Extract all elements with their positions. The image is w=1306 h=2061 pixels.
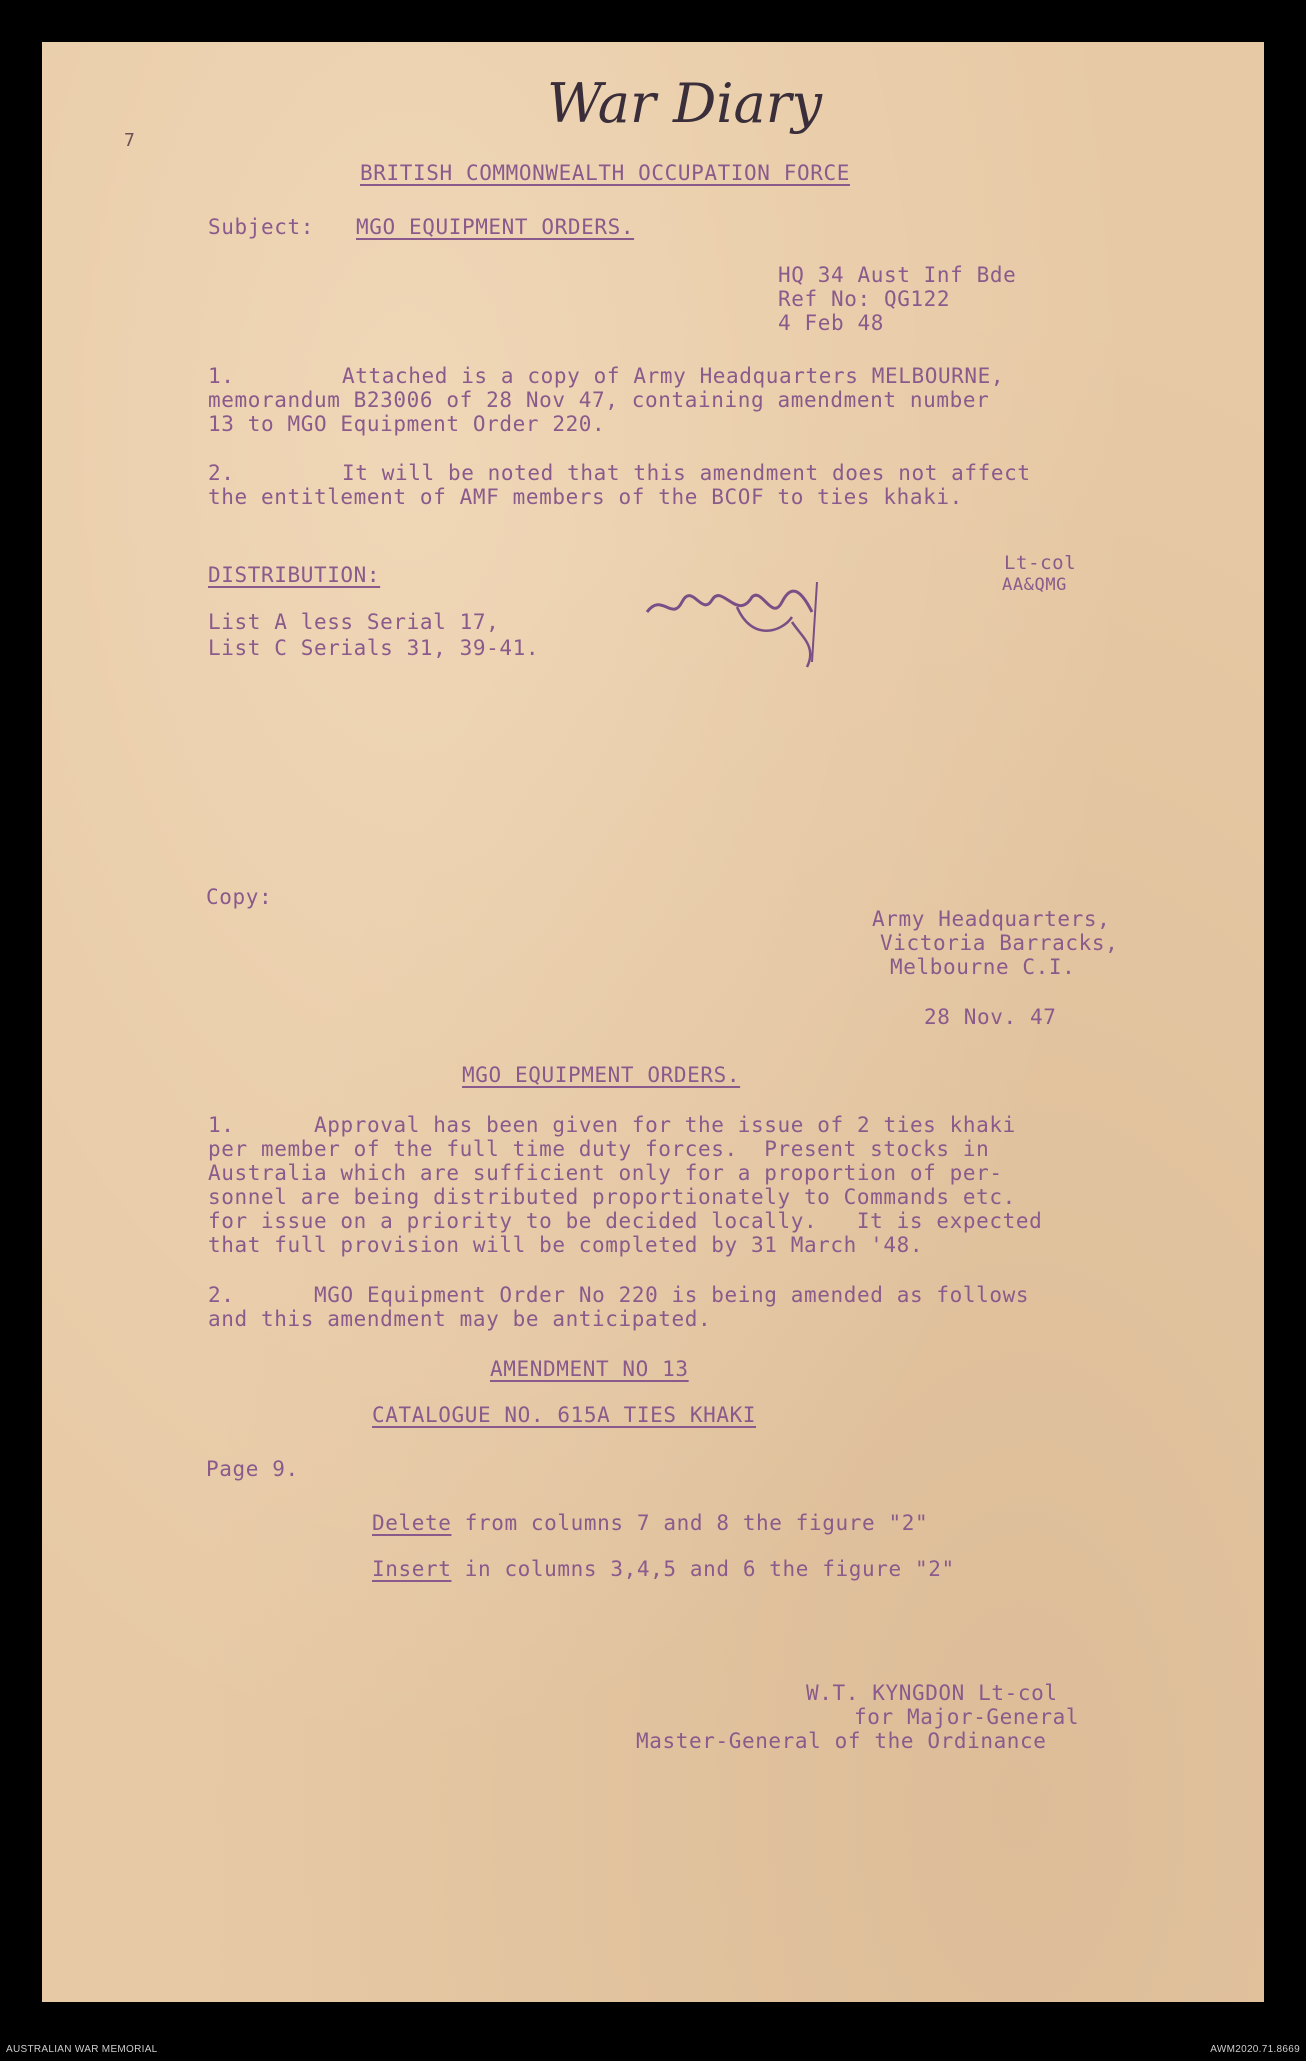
footer-right: AWM2020.71.8669 [1210,2044,1300,2055]
copy-address-1: Army Headquarters, [872,907,1111,931]
subject-label: Subject: [208,215,314,239]
para1-line-2: memorandum B23006 of 28 Nov 47, containing amendment number [208,388,990,412]
subject-text: MGO EQUIPMENT ORDERS. [356,215,635,239]
para1-line-3: 13 to MGO Equipment Order 220. [208,412,606,436]
document-sheet [42,42,1264,2002]
para1-line-1: Attached is a copy of Army Headquarters MELBOURNE, [342,364,1005,388]
catalogue-title: CATALOGUE NO. 615A TIES KHAKI [372,1403,757,1427]
closing-line-1: W.T. KYNGDON Lt-col [806,1681,1058,1705]
copy-para2-number: 2. [208,1283,235,1307]
ref-line-3: 4 Feb 48 [778,311,884,335]
closing-line-2: for Major-General [854,1705,1080,1729]
copy-label: Copy: [206,885,273,909]
distribution-label: DISTRIBUTION: [208,563,381,587]
signature-rank-1: Lt-col [1004,552,1077,574]
para1-number: 1. [208,364,235,388]
distribution-line-2: List C Serials 31, 39-41. [208,636,540,660]
para2-number: 2. [208,461,235,485]
copy-para1-line-2: per member of the full time duty forces. Present stocks in [208,1137,990,1161]
copy-address-2: Victoria Barracks, [880,931,1119,955]
delete-instruction [372,1510,928,1536]
copy-para1-line-4: sonnel are being distributed proportionately to Commands etc. [208,1185,1016,1209]
ref-line-1: HQ 34 Aust Inf Bde [778,263,1017,287]
insert-instruction [372,1556,955,1582]
delete-text: from columns 7 and 8 the figure "2" [451,1511,929,1535]
copy-para1-line-6: that full provision will be completed by 31 March '48. [208,1233,924,1257]
page-mark: 7 [124,130,135,151]
copy-para1-line-1: Approval has been given for the issue of 2 ties khaki [314,1113,1016,1137]
insert-text: in columns 3,4,5 and 6 the figure "2" [451,1557,955,1581]
copy-title: MGO EQUIPMENT ORDERS. [462,1063,741,1087]
para2-line-2: the entitlement of AMF members of the BCOF to ties khaki. [208,485,963,509]
copy-address-3: Melbourne C.I. [890,955,1076,979]
para2-line-1: It will be noted that this amendment does not affect [342,461,1031,485]
copy-date: 28 Nov. 47 [924,1005,1057,1029]
page-reference: Page 9. [206,1457,299,1481]
copy-para1-line-3: Australia which are sufficient only for a proportion of per- [208,1161,1003,1185]
handwritten-header-note: War Diary [547,72,823,135]
amendment-title: AMENDMENT NO 13 [490,1357,689,1381]
copy-para1-number: 1. [208,1113,235,1137]
document-title: BRITISH COMMONWEALTH OCCUPATION FORCE [360,161,850,185]
signature-drawing [642,562,862,682]
ref-line-2: Ref No: QG122 [778,287,951,311]
insert-keyword: Insert [372,1557,452,1581]
copy-para1-line-5: for issue on a priority to be decided locally. It is expected [208,1209,1043,1233]
distribution-line-1: List A less Serial 17, [208,610,500,634]
copy-para2-line-2: and this amendment may be anticipated. [208,1307,712,1331]
signature-rank-2: AA&QMG [1002,575,1068,595]
delete-keyword: Delete [372,1511,452,1535]
closing-line-3: Master-General of the Ordinance [636,1729,1047,1753]
footer-left: AUSTRALIAN WAR MEMORIAL [6,2044,158,2055]
copy-para2-line-1: MGO Equipment Order No 220 is being amended as follows [314,1283,1030,1307]
